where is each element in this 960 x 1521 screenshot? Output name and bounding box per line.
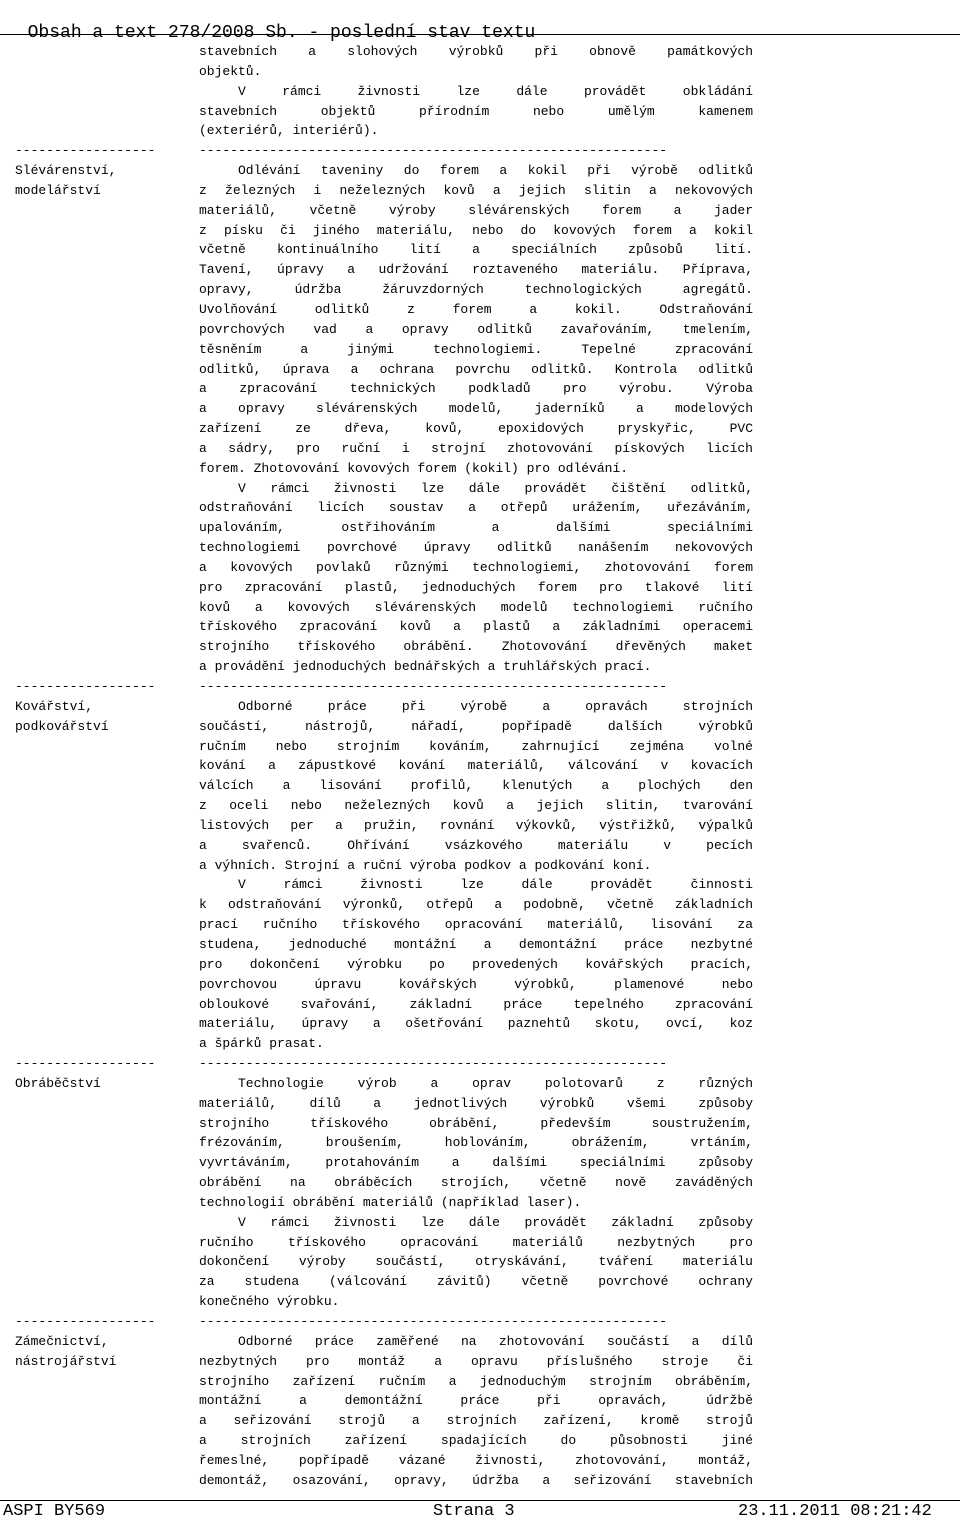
- footer-timestamp: 23.11.2011 08:21:42: [738, 1502, 932, 1521]
- description-line: vyvrtáváním, protahováním a dalšími speciálními způsoby: [199, 1155, 753, 1171]
- description-line: prací ručního třískového opracování materiálů, lisování za: [199, 917, 753, 933]
- description-line: studena, jednoduché montážní a demontážní práce nezbytné: [199, 936, 753, 952]
- description-line: obloukové svařování, základní práce tepelného zpracování: [199, 996, 753, 1012]
- trade-name: [15, 42, 199, 141]
- description-line: kovů a kovových slévárenských modelů technologiemi ručního: [199, 599, 753, 615]
- description-line: zařízení ze dřeva, kovů, epoxidových pryskyřic, PVC: [199, 421, 753, 437]
- header-title: Obsah a text 278/2008 Sb. - poslední stav textu: [27, 23, 536, 43]
- section-separator: [15, 141, 775, 161]
- description-line: a špárků prasat.: [199, 1036, 324, 1052]
- description-line: a sádry, pro ruční i strojní zhotovování pískových licích: [199, 440, 753, 456]
- description-line: Tavení, úpravy a udržování roztaveného materiálu. Příprava,: [199, 262, 753, 278]
- trade-name-line: Slévárenství,: [15, 163, 117, 179]
- separator-left: ------------------: [15, 1056, 156, 1072]
- description-line: Technologie výrob a oprav polotovarů z různých: [238, 1075, 753, 1091]
- description-line: a kovových povlaků různými technologiemi, zhotovování forem: [199, 559, 753, 575]
- separator-left: ------------------: [15, 1314, 156, 1329]
- description-line: a seřizování strojů a strojních zařízení, kromě strojů: [199, 1413, 753, 1429]
- description-line: z písku či jiného materiálu, nebo do kovových forem a kokil: [199, 222, 753, 238]
- description-line: a výhních. Strojní a ruční výroba podkov a podkování koní.: [199, 857, 652, 873]
- description-line: (exteriérů, interiérů).: [199, 123, 379, 139]
- description-line: strojního zařízení ručním a jednoduchým strojním obráběním,: [199, 1373, 753, 1389]
- footer-page-number: Strana 3: [433, 1502, 515, 1521]
- document-footer: [0, 1502, 960, 1521]
- trade-name-line: Obráběčství: [15, 1075, 101, 1091]
- trade-name-line: Zámečnictví,: [15, 1333, 109, 1349]
- description-line: pro dokončení výrobku po provedených kovářských pracích,: [199, 956, 753, 972]
- trade-section: [15, 1332, 775, 1491]
- description-line: povrchovou úpravu kovářských výrobků, plamenové nebo: [199, 976, 753, 992]
- trade-name-line: podkovářství: [15, 718, 109, 734]
- description-line: z oceli nebo neželezných kovů a jejich slitin, tvarování: [199, 798, 753, 814]
- trade-description: [199, 1332, 753, 1491]
- description-line: nezbytných pro montáž a opravu příslušného stroje či: [199, 1353, 753, 1369]
- description-line: materiálu, úpravy a ošetřování paznehtů skotu, ovcí, koz: [199, 1016, 753, 1032]
- description-line: forem. Zhotovování kovových forem (kokil) pro odlévání.: [199, 460, 629, 476]
- document-body: [15, 42, 775, 1491]
- separator-right: ------------------------------------------------------------: [199, 1056, 668, 1072]
- description-line: strojního třískového obrábění, především soustružením,: [199, 1115, 753, 1131]
- footer-document-id: ASPI BY569: [3, 1502, 106, 1521]
- description-line: technologiemi povrchové úpravy odlitků nanášením nekovových: [199, 540, 753, 556]
- description-line: V rámci živnosti lze dále provádět základní způsoby: [238, 1214, 753, 1230]
- description-line: objektů.: [199, 63, 262, 79]
- trade-section: [15, 161, 775, 677]
- section-separator: [15, 1312, 775, 1332]
- description-line: materiálů, dílů a jednotlivých výrobků všemi způsoby: [199, 1095, 753, 1111]
- trade-name: [15, 1332, 199, 1491]
- description-line: povrchových vad a opravy odlitků zavařováním, tmelením,: [199, 321, 753, 337]
- description-line: součástí, nástrojů, nářadí, popřípadě dalších výrobků: [199, 718, 753, 734]
- description-line: opravy, údržba žáruvzdorných technologických agregátů.: [199, 282, 753, 298]
- description-line: stavebních objektů přírodním nebo umělým kamenem: [199, 103, 753, 119]
- description-line: montážní a demontážní práce při opravách, údržbě: [199, 1393, 753, 1409]
- description-line: V rámci živnosti lze dále provádět obkládání: [238, 83, 753, 99]
- description-line: konečného výrobku.: [199, 1294, 340, 1310]
- description-line: upalováním, ostřihováním a dalšími speciálními: [199, 520, 753, 536]
- trade-name: [15, 161, 199, 677]
- description-line: a strojních zařízení spadajících do působnosti jiné: [199, 1433, 753, 1449]
- trade-name: [15, 697, 199, 1054]
- trade-description: [199, 42, 753, 141]
- description-line: listových per a pružin, rovnání výkovků, výstřižků, výpalků: [199, 817, 753, 833]
- description-line: Odborné práce zaměřené na zhotovování součástí a dílů: [238, 1333, 753, 1349]
- separator-left: ------------------: [15, 143, 156, 159]
- description-line: odlitků, úprava a ochrana povrchu odlitků. Kontrola odlitků: [199, 361, 753, 377]
- description-line: k odstraňování výronků, otřepů a podobně, včetně základních: [199, 897, 753, 913]
- description-line: ručním nebo strojním kováním, zahrnující zejména volné: [199, 738, 753, 754]
- description-line: pro zpracování plastů, jednoduchých forem pro tlakové lití: [199, 579, 753, 595]
- separator-right: ------------------------------------------------------------: [199, 143, 668, 159]
- description-line: válcích a lisování profilů, klenutých a plochých den: [199, 778, 753, 794]
- description-line: dokončení výroby součástí, otryskávání, tváření materiálu: [199, 1254, 753, 1270]
- trade-description: [199, 161, 753, 677]
- description-line: a provádění jednoduchých bednářských a truhlářských prací.: [199, 659, 652, 675]
- description-line: kování a zápustkové kování materiálů, válcování v kovacích: [199, 758, 753, 774]
- section-separator: [15, 1054, 775, 1074]
- document-header: [6, 0, 946, 43]
- description-line: Odlévání taveniny do forem a kokil při výrobě odlitků: [238, 163, 753, 179]
- separator-left: ------------------: [15, 679, 156, 694]
- description-line: řemeslné, popřípadě vázané živnosti, zhotovování, montáž,: [199, 1452, 753, 1468]
- description-line: ručního třískového opracování materiálů nezbytných pro: [199, 1234, 753, 1250]
- trade-name-line: Kovářství,: [15, 698, 94, 714]
- description-line: z železných i neželezných kovů a jejich slitin a nekovových: [199, 182, 753, 198]
- description-line: Odborné práce při výrobě a opravách strojních: [238, 698, 753, 714]
- description-line: frézováním, broušením, hoblováním, obrážením, vrtáním,: [199, 1135, 753, 1151]
- description-line: Uvolňování odlitků z forem a kokil. Odstraňování: [199, 301, 753, 317]
- description-line: V rámci živnosti lze dále provádět činnosti: [238, 877, 753, 893]
- section-separator: [15, 677, 775, 697]
- description-line: včetně kontinuálního lití a speciálních způsobů lití.: [199, 242, 753, 258]
- description-line: a zpracování technických podkladů pro výrobu. Výroba: [199, 381, 753, 397]
- trade-section: [15, 1074, 775, 1312]
- description-line: těsněním a jinými technologiemi. Tepelné zpracování: [199, 341, 753, 357]
- separator-right: ------------------------------------------------------------: [199, 679, 668, 694]
- separator-right: ------------------------------------------------------------: [199, 1314, 668, 1329]
- description-line: obrábění na obráběcích strojích, včetně nově zaváděných: [199, 1175, 753, 1191]
- trade-description: [199, 1074, 753, 1312]
- footer-rule: [0, 1500, 960, 1501]
- trade-section: [15, 42, 775, 141]
- description-line: strojního třískového obrábění. Zhotovování dřevěných maket: [199, 639, 753, 655]
- description-line: za studena (válcování závitů) včetně povrchové ochrany: [199, 1274, 753, 1290]
- description-line: stavebních a slohových výrobků při obnově památkových: [199, 44, 753, 59]
- description-line: odstraňování licích soustav a otřepů urážením, uřezáváním,: [199, 500, 753, 516]
- trade-name-line: modelářství: [15, 182, 101, 198]
- trade-description: [199, 697, 753, 1054]
- description-line: materiálů, včetně výroby slévárenských forem a jader: [199, 202, 753, 218]
- description-line: technologií obrábění materiálů (například laser).: [199, 1194, 582, 1210]
- description-line: a opravy slévárenských modelů, jaderníků a modelových: [199, 401, 753, 417]
- description-line: V rámci živnosti lze dále provádět čištění odlitků,: [238, 480, 753, 496]
- trade-name-line: nástrojářství: [15, 1353, 117, 1369]
- description-line: a svařenců. Ohřívání vsázkového materiálu v pecích: [199, 837, 753, 853]
- description-line: demontáž, osazování, opravy, údržba a seřizování stavebních: [199, 1472, 753, 1488]
- description-line: třískového zpracování kovů a plastů a základními operacemi: [199, 619, 753, 635]
- trade-name: [15, 1074, 199, 1312]
- header-rule: [0, 34, 960, 35]
- trade-section: [15, 697, 775, 1054]
